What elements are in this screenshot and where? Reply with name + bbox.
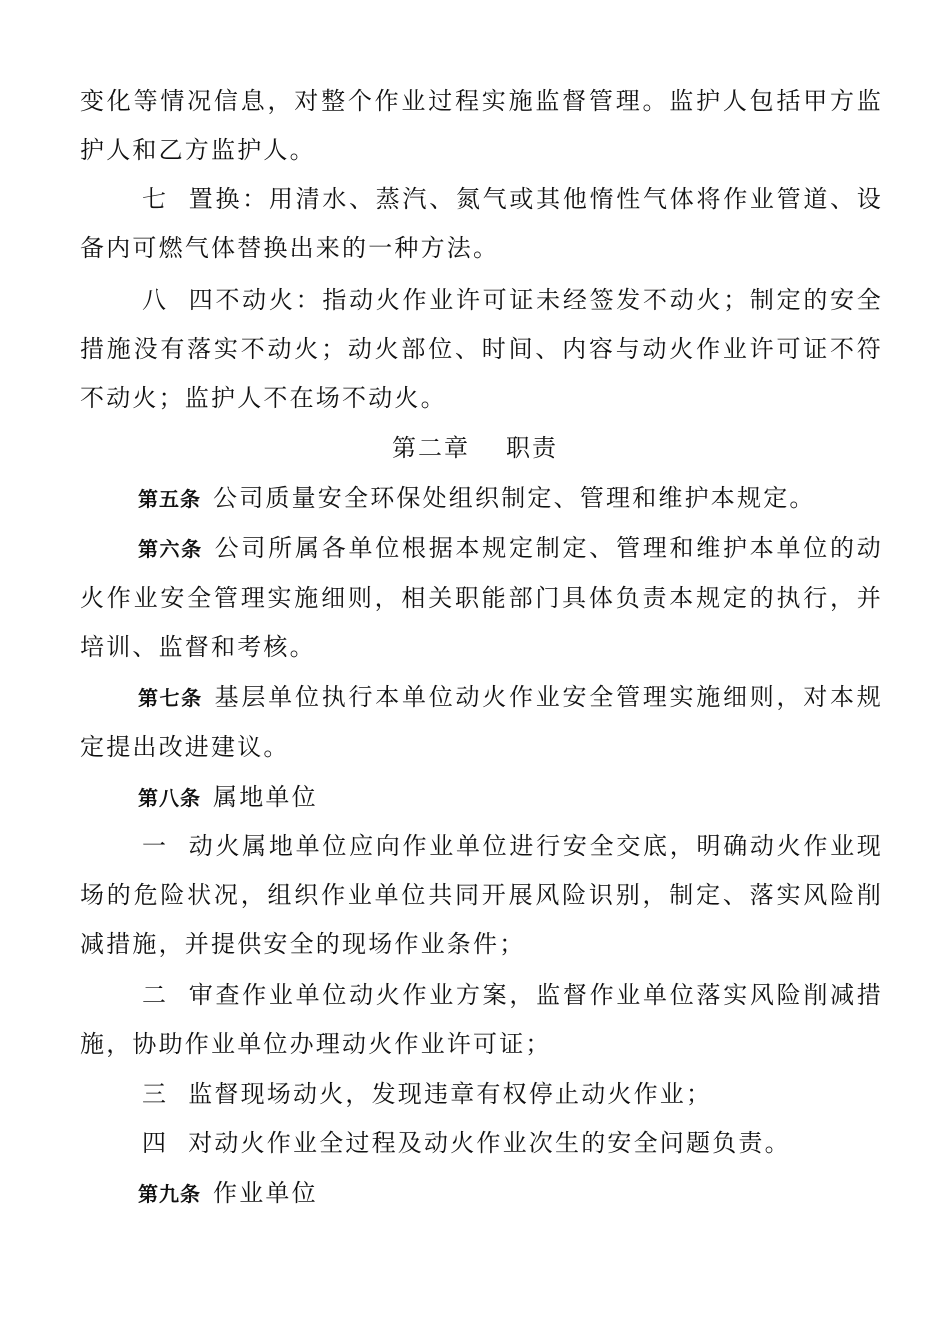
article-label: 第五条: [138, 487, 201, 511]
chapter-number: 第二章: [392, 434, 470, 462]
article-6: 第六条 公司所属各单位根据本规定制定、管理和维护本单位的动火作业安全管理实施细则，相关职能部门具体负责本规定的执行，并培训、监督和考核。: [80, 534, 884, 661]
chapter-heading: [0, 424, 950, 473]
article-label: 第九条: [138, 1182, 201, 1206]
definition-replacement: 七 置换：用清水、蒸汽、氮气或其他惰性气体将作业管道、设备内可燃气体替换出来的一种方法。: [80, 185, 884, 262]
article-8-item-3: 三 监督现场动火，发现违章有权停止动火作业；: [142, 1080, 713, 1108]
item-number: 八: [142, 286, 169, 314]
item-number: 一: [142, 832, 169, 860]
article-label: 第八条: [138, 786, 201, 810]
article-7: 第七条 基层单位执行本单位动火作业安全管理实施细则，对本规定提出改进建议。: [80, 683, 884, 761]
item-number: 七: [142, 185, 169, 213]
article-label: 第七条: [138, 686, 203, 710]
chapter-title: 职责: [506, 434, 558, 462]
item-number: 二: [142, 981, 169, 1009]
article-5: 第五条 公司质量安全环保处组织制定、管理和维护本规定。: [138, 484, 816, 512]
paragraph-continuation: 变化等情况信息，对整个作业过程实施监督管理。监护人包括甲方监护人和乙方监护人。: [80, 87, 883, 164]
definition-four-no-fire: 八 四不动火：指动火作业许可证未经签发不动火；制定的安全措施没有落实不动火；动火部位、时间、内容与动火作业许可证不符不动火；监护人不在场不动火。: [80, 286, 884, 412]
article-8-item-1: 一 动火属地单位应向作业单位进行安全交底，明确动火作业现场的危险状况，组织作业单位共同开展风险识别，制定、落实风险削减措施，并提供安全的现场作业条件；: [80, 832, 884, 958]
article-8: 第八条 属地单位: [138, 783, 318, 811]
item-number: 三: [142, 1080, 169, 1108]
article-9: 第九条 作业单位: [138, 1179, 318, 1207]
article-8-item-4: 四 对动火作业全过程及动火作业次生的安全问题负责。: [142, 1129, 791, 1157]
item-number: 四: [142, 1129, 169, 1157]
article-label: 第六条: [138, 537, 203, 561]
article-8-item-2: 二 审查作业单位动火作业方案，监督作业单位落实风险削减措施，协助作业单位办理动火作业许可证；: [80, 981, 884, 1058]
